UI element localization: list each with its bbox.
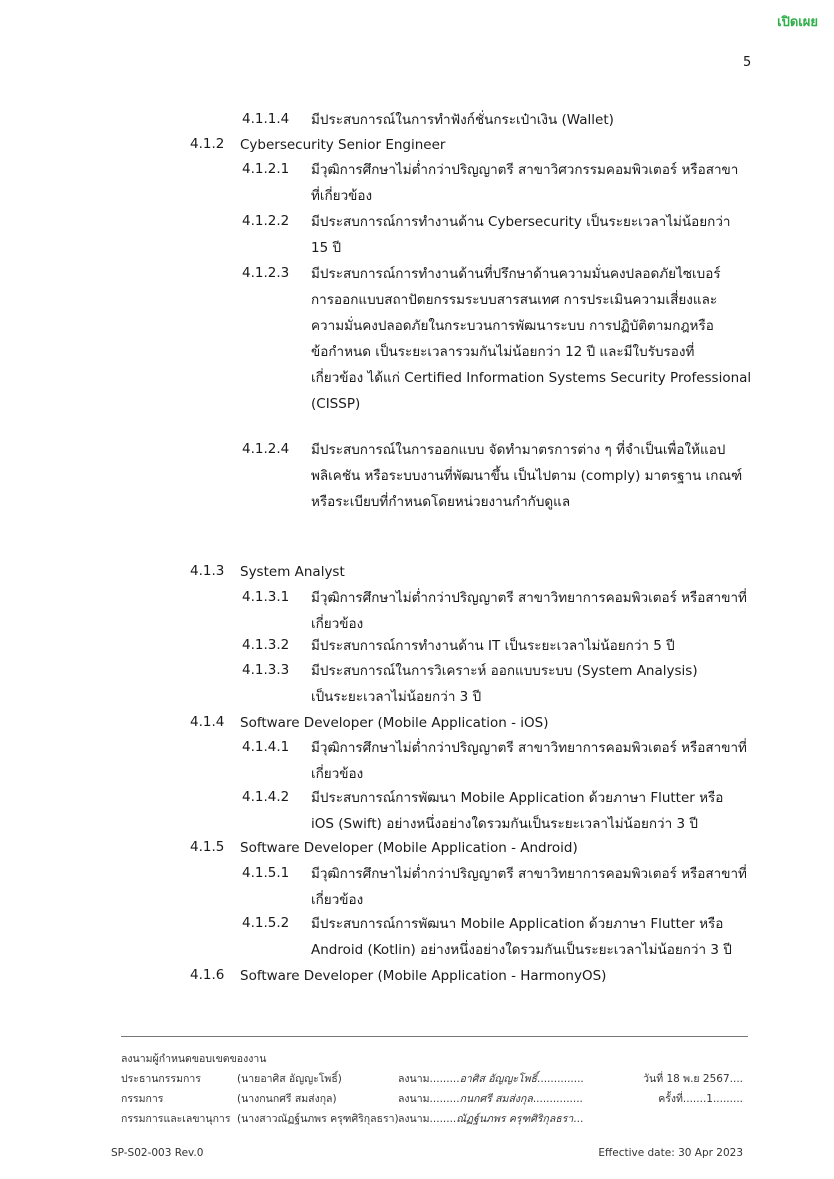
section-number: 4.1.3.1 <box>242 589 290 605</box>
document-code: SP-S02-003 Rev.0 <box>111 1147 204 1159</box>
section-text-line: มีประสบการณ์การทำงานด้านที่ปรึกษาด้านความมั่นคงปลอดภัยไซเบอร์ <box>311 266 721 282</box>
section-text-line: Android (Kotlin) อย่างหนึ่งอย่างใดรวมกันเป็นระยะเวลาไม่น้อยกว่า 3 ปี <box>311 942 732 958</box>
signature-prefix: ลงนาม......... <box>398 1093 460 1105</box>
section-text-line: เกี่ยวข้อง <box>311 616 364 632</box>
revision-count: ครั้งที่.......1......... <box>658 1093 743 1105</box>
section-text-line: มีวุฒิการศึกษาไม่ต่ำกว่าปริญญาตรี สาขาวิทยาการคอมพิวเตอร์ หรือสาขาที่ <box>311 866 747 882</box>
signature-line <box>398 1090 583 1107</box>
section-text-line: มีประสบการณ์การพัฒนา Mobile Application ด้วยภาษา Flutter หรือ <box>311 790 724 806</box>
section-text-line: ที่เกี่ยวข้อง <box>311 188 373 204</box>
section-text-line: มีวุฒิการศึกษาไม่ต่ำกว่าปริญญาตรี สาขาวิศวกรรมคอมพิวเตอร์ หรือสาขา <box>311 162 739 178</box>
signature-name: อาศิส อัญญะโพธิ์ <box>459 1073 538 1085</box>
section-text-line: Software Developer (Mobile Application - iOS) <box>240 715 549 731</box>
signature-heading: ลงนามผู้กำหนดขอบเขตของงาน <box>121 1053 267 1065</box>
signature-date: วันที่ 18 พ.ย 2567.... <box>643 1073 743 1085</box>
section-text-line: มีประสบการณ์การพัฒนา Mobile Application ด้วยภาษา Flutter หรือ <box>311 916 724 932</box>
section-text-line: พลิเคชัน หรือระบบงานที่พัฒนาขึ้น เป็นไปตาม (comply) มาตรฐาน เกณฑ์ <box>311 468 743 484</box>
section-text-line: เกี่ยวข้อง ได้แก่ Certified Information Systems Security Professional <box>311 370 752 386</box>
section-text-line: ข้อกำหนด เป็นระยะเวลารวมกันไม่น้อยกว่า 12 ปี และมีใบรับรองที่ <box>311 344 695 360</box>
section-number: 4.1.2 <box>190 136 225 152</box>
signer-name: (นายอาศิส อัญญะโพธิ์) <box>237 1073 342 1085</box>
section-number: 4.1.2.1 <box>242 161 290 177</box>
signature-line <box>398 1070 584 1087</box>
signer-role: กรรมการและเลขานุการ <box>121 1113 231 1125</box>
signature-suffix: ... <box>573 1113 584 1125</box>
section-text-line: มีวุฒิการศึกษาไม่ต่ำกว่าปริญญาตรี สาขาวิทยาการคอมพิวเตอร์ หรือสาขาที่ <box>311 590 747 606</box>
section-number: 4.1.4.1 <box>242 739 290 755</box>
section-text-line: (CISSP) <box>311 396 361 412</box>
section-text-line: เป็นระยะเวลาไม่น้อยกว่า 3 ปี <box>311 689 482 705</box>
signer-name: (นางกนกศรี สมส่งกุล) <box>237 1093 337 1105</box>
section-number: 4.1.6 <box>190 967 225 983</box>
section-text-line: Software Developer (Mobile Application - HarmonyOS) <box>240 968 607 984</box>
section-text-line: หรือระเบียบที่กำหนดโดยหน่วยงานกำกับดูแล <box>311 494 571 510</box>
section-number: 4.1.3.2 <box>242 637 290 653</box>
classification-label: เปิดเผย <box>777 15 818 30</box>
section-text-line: System Analyst <box>240 564 345 580</box>
section-number: 4.1.3 <box>190 563 225 579</box>
signature-suffix: .............. <box>537 1073 584 1085</box>
section-number: 4.1.2.3 <box>242 265 290 281</box>
section-text-line: Cybersecurity Senior Engineer <box>240 137 446 153</box>
section-text-line: ความมั่นคงปลอดภัยในกระบวนการพัฒนาระบบ การปฏิบัติตามกฎหรือ <box>311 318 714 334</box>
signature-name: กนกศรี สมส่งกุล <box>459 1093 533 1105</box>
signature-line <box>398 1110 583 1127</box>
section-number: 4.1.4.2 <box>242 789 290 805</box>
section-text-line: มีประสบการณ์การทำงานด้าน Cybersecurity เป็นระยะเวลาไม่น้อยกว่า <box>311 214 731 230</box>
section-text-line: Software Developer (Mobile Application - Android) <box>240 840 578 856</box>
section-text-line: เกี่ยวข้อง <box>311 892 364 908</box>
signature-divider <box>121 1036 748 1037</box>
effective-date: Effective date: 30 Apr 2023 <box>598 1147 743 1159</box>
section-text-line: มีประสบการณ์การทำงานด้าน IT เป็นระยะเวลาไม่น้อยกว่า 5 ปี <box>311 638 675 654</box>
signer-role: ประธานกรรมการ <box>121 1073 201 1085</box>
section-number: 4.1.2.4 <box>242 441 290 457</box>
section-number: 4.1.5.2 <box>242 915 290 931</box>
section-text-line: การออกแบบสถาปัตยกรรมระบบสารสนเทศ การประเมินความเสี่ยงและ <box>311 292 718 308</box>
section-number: 4.1.4 <box>190 714 225 730</box>
section-number: 4.1.2.2 <box>242 213 290 229</box>
section-text-line: เกี่ยวข้อง <box>311 766 364 782</box>
signature-prefix: ลงนาม........ <box>398 1113 457 1125</box>
section-text-line: 15 ปี <box>311 240 342 256</box>
section-number: 4.1.3.3 <box>242 662 290 678</box>
signer-name: (นางสาวณัฏฐ์นภพร ครุฑศิริกุลธรา) <box>237 1113 399 1125</box>
signer-role: กรรมการ <box>121 1093 164 1105</box>
page-number: 5 <box>743 55 752 70</box>
section-text-line: iOS (Swift) อย่างหนึ่งอย่างใดรวมกันเป็นระยะเวลาไม่น้อยกว่า 3 ปี <box>311 816 698 832</box>
section-number: 4.1.5.1 <box>242 865 290 881</box>
signature-name: ณัฏฐ์นภพร ครุฑศิริกุลธรา <box>456 1113 574 1125</box>
section-text-line: มีประสบการณ์ในการทำฟังก์ชั่นกระเป๋าเงิน (Wallet) <box>311 112 614 128</box>
section-text-line: มีประสบการณ์ในการวิเคราะห์ ออกแบบระบบ (System Analysis) <box>311 663 698 679</box>
section-text-line: มีวุฒิการศึกษาไม่ต่ำกว่าปริญญาตรี สาขาวิทยาการคอมพิวเตอร์ หรือสาขาที่ <box>311 740 747 756</box>
section-text-line: มีประสบการณ์ในการออกแบบ จัดทำมาตรการต่าง ๆ ที่จำเป็นเพื่อให้แอป <box>311 442 726 458</box>
signature-suffix: ............... <box>532 1093 583 1105</box>
signature-prefix: ลงนาม......... <box>398 1073 460 1085</box>
section-number: 4.1.5 <box>190 839 225 855</box>
section-number: 4.1.1.4 <box>242 111 290 127</box>
